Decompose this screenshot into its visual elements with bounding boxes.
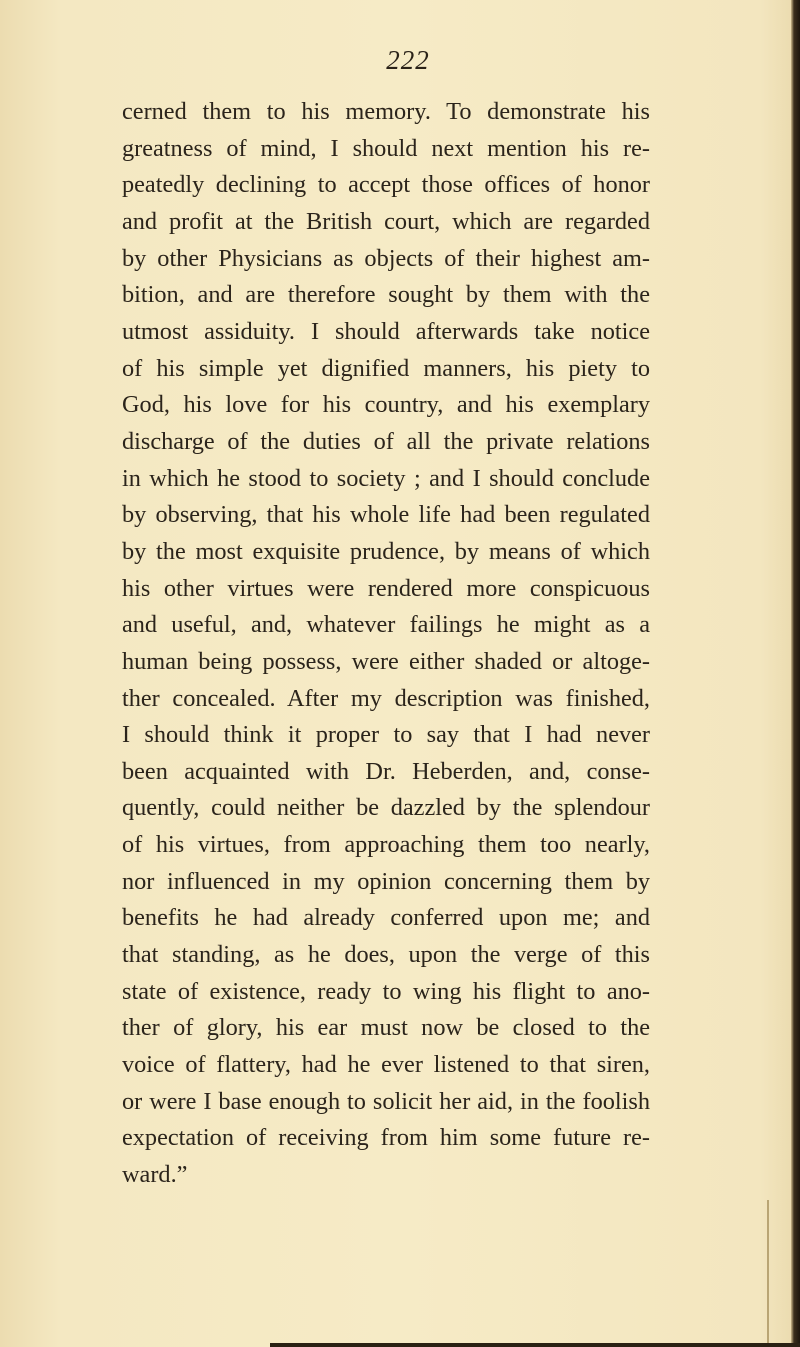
- text-line: benefits he had already conferred upon me; and: [122, 904, 650, 932]
- text-line: or were I base enough to solicit her aid, in the foolish: [122, 1087, 650, 1115]
- text-line: ther of glory, his ear must now be closed to the: [122, 1014, 650, 1042]
- text-line: utmost assiduity. I should afterwards take notice: [122, 317, 650, 345]
- text-line: peatedly declining to accept those offices of honor: [122, 171, 650, 199]
- text-line: expectation of receiving from him some future re-: [122, 1124, 650, 1152]
- text-line: I should think it proper to say that I had never: [122, 721, 650, 749]
- text-line: human being possess, were either shaded or altoge-: [122, 647, 650, 675]
- text-line: in which he stood to society ; and I should conclude: [122, 464, 650, 492]
- text-line: voice of flattery, had he ever listened to that siren,: [122, 1051, 650, 1079]
- text-line: state of existence, ready to wing his flight to ano-: [122, 977, 650, 1005]
- book-edge-bottom: [270, 1343, 800, 1347]
- page-number: 222: [386, 45, 430, 75]
- text-line: his other virtues were rendered more conspicuous: [122, 574, 650, 602]
- text-line: cerned them to his memory. To demonstrate his: [122, 98, 650, 125]
- text-line: that standing, as he does, upon the verge of this: [122, 941, 650, 969]
- text-line: by the most exquisite prudence, by means of which: [122, 537, 650, 565]
- text-line: been acquainted with Dr. Heberden, and, conse-: [122, 757, 650, 785]
- text-line: discharge of the duties of all the private relations: [122, 427, 650, 455]
- text-line: bition, and are therefore sought by them with the: [122, 281, 650, 309]
- text-line: of his virtues, from approaching them too nearly,: [122, 831, 650, 859]
- page-fold-line: [767, 1200, 769, 1347]
- book-edge-right: [791, 0, 800, 1347]
- text-line: God, his love for his country, and his exemplary: [122, 391, 650, 419]
- text-line: by other Physicians as objects of their highest am-: [122, 244, 650, 272]
- text-line: and useful, and, whatever failings he might as a: [122, 611, 650, 639]
- body-text: [122, 94, 650, 1194]
- text-line: nor influenced in my opinion concerning them by: [122, 867, 650, 895]
- text-line: ther concealed. After my description was finished,: [122, 684, 650, 712]
- text-line: and profit at the British court, which are regarded: [122, 207, 650, 235]
- text-line: of his simple yet dignified manners, his piety to: [122, 354, 650, 382]
- text-line: by observing, that his whole life had been regulated: [122, 501, 650, 529]
- text-line: ward.”: [122, 1161, 188, 1189]
- text-line: quently, could neither be dazzled by the splendour: [122, 794, 650, 822]
- text-line: greatness of mind, I should next mention his re-: [122, 134, 650, 162]
